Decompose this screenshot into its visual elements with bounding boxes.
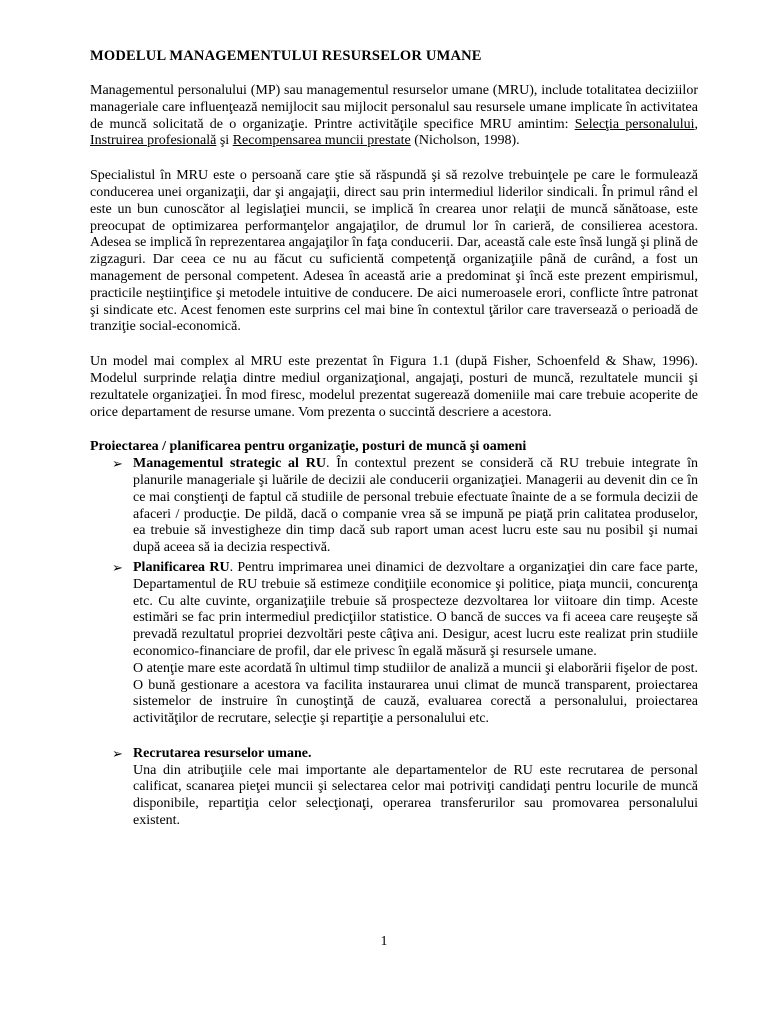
arrow-bullet-icon: ➢ xyxy=(112,745,123,761)
citation: (Nicholson, 1998). xyxy=(410,133,520,149)
bullet-planificarea xyxy=(90,560,698,728)
arrow-bullet-icon: ➢ xyxy=(112,559,123,575)
arrow-bullet-icon: ➢ xyxy=(112,456,123,472)
bullet-strategic xyxy=(90,456,698,557)
bullet-text: . În contextul prezent se consideră că RU trebuie integrate în planurile manageriale şi luările de decizii ale conducerii organizaţiei. Managerii au devenit din ce în ce mai conştienţi de faptul că studiile de personal trebuie efectuate înainte de a se formula decizii de afaceri / producţie. De pildă, dacă o companie vrea să se impună pe piaţă prin calitatea produselor, ea trebuie să investigheze din timp dacă sub raport uman acest lucru este sau nu posibil şi numai după aceea să ia decizia respectivă. xyxy=(133,456,698,556)
bullet-recrutarea xyxy=(90,746,698,830)
bullet-text: . Pentru imprimarea unei dinamici de dezvoltare a organizaţiei din care face parte, Departamentul de RU trebuie să estimeze condiţiile economice şi politice, piaţa muncii, concurenţa etc. Cu alte cuvinte, organizaţiile trebuie să prospecteze dezvoltarea lor viitoare din timp. Aceste estimări se fac prin intermediul predicţiilor statistice. O bancă de succes va fi aceea care reuşeşte să prevadă rezultatul propriei dezvoltări peste câţiva ani. Desigur, acest lucru este realizat prin studiile economico-financiare de profil, dar ele privesc în egală măsură şi resursele umane. xyxy=(133,559,698,659)
document-page xyxy=(90,48,698,830)
bullet-lead: Planificarea RU xyxy=(133,559,230,575)
document-title: MODELUL MANAGEMENTULUI RESURSELOR UMANE xyxy=(90,48,482,64)
underlined-instruirea: Instruirea profesională xyxy=(90,133,217,149)
separator: şi xyxy=(216,133,233,149)
underlined-selectia: Selecţia personalului xyxy=(574,116,695,132)
specialist-paragraph: Specialistul în MRU este o persoană care ştie să răspundă şi să rezolve trebuinţele pe care le formulează conducerea unei organizaţii, dar şi angajaţii, direct sau prin intermediul liderilor sindicali. În primul rând el este un bun cunoscător al legislaţiei muncii, se implică în crearea unor relaţii de muncă sănătoase, este preocupat de optimizarea performanţelor angajaţilor, de drumul lor în carieră, de consilierea acestora. Adesea se implică în reprezentarea angajaţilor în faţa conducerii. Dar, această cale este însă lungă şi plină de zigzaguri. Dar ceea ce nu au făcut cu suficientă competenţă organizaţiile până de curând, a fost un management de personal competent. Adesea în această arie a predominat şi încă este prezent empirismul, practicile neştiinţifice şi metodele intuitive de conducere. De aici numeroasele erori, conflicte între patronat şi sindicate etc. Acest fenomen este surprins cel mai bine în contextul ţărilor care traversează o perioadă de tranziţie social-economică. xyxy=(90,168,698,335)
page-number: 1 xyxy=(380,934,388,949)
bullet-lead: Managementul strategic al RU xyxy=(133,456,326,472)
bullet-lead: Recrutarea resurselor umane. xyxy=(133,745,312,761)
model-paragraph: Un model mai complex al MRU este prezentat în Figura 1.1 (după Fisher, Schoenfeld & Shaw, 1996). Modelul surprinde relaţia dintre mediul organizaţional, angajaţi, posturi de muncă, rezultatele muncii şi rezultatele organizaţiei. În mod firesc, modelul prezentat sugerează domeniile mai care trebuie acoperite de orice departament de resurse umane. Vom prezenta o succintă descriere a acestora. xyxy=(90,354,698,420)
bullet-text: Una din atribuţiile cele mai importante ale departamentelor de RU este recrutarea de personal calificat, scanarea pieţei muncii şi selectarea celor mai potriviţi candidaţi pentru locurile de muncă disponibile, repartiţia celor selecţionaţi, operarea transferurilor sau promovarea personalului existent. xyxy=(133,762,698,829)
underlined-recompensarea: Recompensarea muncii prestate xyxy=(232,133,411,149)
section-heading: Proiectarea / planificarea pentru organizaţie, posturi de muncă şi oameni xyxy=(90,439,527,455)
bullet-subparagraph: O atenţie mare este acordată în ultimul timp studiilor de analiză a muncii şi elaborării fişelor de post. O bună gestionare a acestora va facilita instaurarea unui climat de muncă transparent, proiectarea sistemelor de instruire în cunoştinţă de cauză, evaluarea corectă a personalului, proiectarea activităţilor de recrutare, selecţie şi repartiţie a personalului etc. xyxy=(133,660,698,727)
separator: , xyxy=(694,116,698,132)
intro-paragraph xyxy=(90,83,698,150)
intro-text: Managementul personalului (MP) sau managementul resurselor umane (MRU), include totalitatea deciziilor manageriale care influenţează nemijlocit sau mijlocit personalul sau resursele umane implicate în activitatea de muncă solicitată de o organizaţie. Printre activităţile specifice MRU amintim: xyxy=(90,83,698,132)
